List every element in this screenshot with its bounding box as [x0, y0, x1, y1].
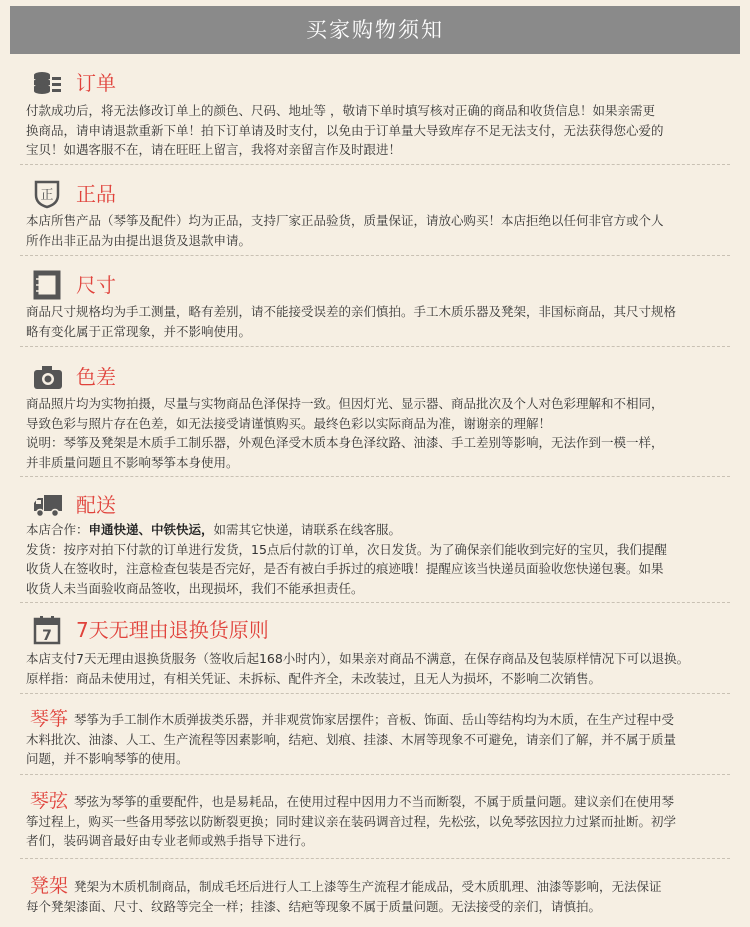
color-line-4: 并非质量问题且不影响琴筝本身使用。 — [26, 454, 239, 470]
divider — [20, 255, 730, 256]
return-line-2: 原样指：商品未使用过，有相关凭证、未拆标、配件齐全，未改装过，且无人为损坏，不影响二次销售。 — [26, 670, 602, 686]
calendar-icon — [32, 615, 64, 645]
color-line-1: 商品照片均为实物拍摄，尽量与实物商品色泽保持一致。但因灯光、显示器、商品批次及个人对色彩理解和不相同， — [26, 396, 664, 411]
section-title-size: 尺寸 — [76, 273, 116, 297]
strings-line-1: 琴弦为琴筝的重要配件，也是易耗品，在使用过程中因用力不当而断裂，不属于质量问题。建议亲们在使用琴 — [74, 794, 675, 809]
color-line-3: 说明：琴筝及凳架是木质手工制乐器，外观色泽受木质本身色泽纹路、油漆、手工差别等影响，无法作到一模一样， — [26, 435, 664, 450]
delivery-line-4: 收货人未当面验收商品签收，出现损坏，我们不能承担责任。 — [26, 580, 364, 596]
divider — [20, 346, 730, 347]
size-line-2: 略有变化属于正常现象，并不影响使用。 — [26, 323, 252, 339]
ruler-icon — [32, 270, 64, 300]
section-title-order: 订单 — [76, 71, 116, 95]
order-line-1: 付款成功后，将无法修改订单上的颜色、尺码、地址等 ，敬请下单时填写核对正确的商品和收货信息！如果亲需更 — [26, 103, 655, 118]
guzheng-line-2: 木料批次、油漆、人工、生产流程等因素影响，结疤、划痕、挂漆、木屑等现象不可避免，请亲们了解，并不属于质量 — [26, 731, 677, 747]
section-title-return: 7天无理由退换货原则 — [76, 618, 269, 642]
section-title-guzheng: 琴筝 — [30, 708, 69, 730]
strings-line-2: 筝过程上，购买一些备用琴弦以防断裂更换；同时建议亲在装码调音过程，先松弦，以免琴弦因拉力过紧而扯断。初学 — [26, 813, 677, 829]
genuine-shield-icon — [32, 179, 64, 209]
delivery-line-2: 发货：按序对拍下付款的订单进行发货，15点后付款的订单，次日发货。为了确保亲们能收到完好的宝贝，我们提醒 — [26, 541, 667, 557]
order-line-3: 宝贝！如遇客服不在，请在旺旺上留言，我将对亲留言作及时跟进！ — [26, 142, 402, 157]
section-title-strings: 琴弦 — [30, 790, 69, 812]
size-line-1: 商品尺寸规格均为手工测量，略有差别，请不能接受误差的亲们慎拍。手工木质乐器及凳架，非国标商品，其尺寸规格 — [26, 304, 677, 319]
divider — [20, 774, 730, 775]
delivery-line-3: 收货人在签收时，注意检查包装是否完好，是否有被白手拆过的痕迹哦！提醒应该当快递员面验收您快递包裹。如果 — [26, 561, 664, 576]
section-delivery — [0, 488, 750, 596]
svg-text:7: 7 — [42, 628, 52, 644]
camera-icon — [32, 362, 64, 392]
genuine-line-2: 所作出非正品为由提出退货及退款申请。 — [26, 232, 252, 248]
strings-line-3: 者们，装码调音最好由专业老师或熟手指导下进行。 — [26, 833, 314, 848]
section-color — [0, 360, 750, 470]
divider — [20, 602, 730, 603]
divider — [20, 476, 730, 477]
section-size — [0, 268, 750, 339]
section-return-policy — [0, 613, 750, 686]
delivery-truck-icon — [32, 490, 64, 520]
guzheng-line-3: 问题，并不影响琴筝的使用。 — [26, 751, 189, 766]
section-title-color: 色差 — [76, 365, 116, 389]
divider — [20, 164, 730, 165]
section-order — [0, 66, 750, 157]
section-title-stand: 凳架 — [30, 875, 69, 897]
guzheng-line-1: 琴筝为手工制作木质弹拔类乐器，并非观赏饰家居摆件；音板、饰面、岳山等结构均为木质，在生产过程中受 — [74, 712, 675, 727]
delivery-partners-line: 本店合作：申通快递、中铁快运，如需其它快递，请联系在线客服。 — [26, 522, 402, 537]
section-title-delivery: 配送 — [76, 493, 116, 517]
section-title-genuine: 正品 — [76, 182, 116, 206]
coins-stack-icon — [32, 68, 64, 98]
svg-text:正: 正 — [40, 188, 54, 203]
section-genuine — [0, 177, 750, 248]
order-line-2: 换商品，请申请退款重新下单！拍下订单请及时支付，以免由于订单量大导致库存不足无法支付，无法获得您心爱的 — [26, 122, 664, 138]
return-line-1: 本店支付7天无理由退换货服务（签收后起168小时内），如果亲对商品不满意，在保存商品及包装原样情况下可以退换。 — [26, 651, 690, 666]
stand-line-1: 凳架为木质机制商品，制成毛坯后进行人工上漆等生产流程才能成品，受木质肌理、油漆等影响，无法保证 — [74, 879, 662, 894]
courier-names: 申通快递、中铁快运， — [88, 522, 214, 537]
color-line-2: 导致色彩与照片存在色差，如无法接受请谨慎购买。最终色彩以实际商品为准，谢谢亲的理解！ — [26, 415, 552, 431]
divider — [20, 693, 730, 694]
page-title: 买家购物须知 — [10, 6, 740, 54]
divider — [20, 858, 730, 859]
genuine-line-1: 本店所售产品（琴筝及配件）均为正品，支持厂家正品验货，质量保证，请放心购买！本店拒绝以任何非官方或个人 — [26, 213, 664, 228]
stand-line-2: 每个凳架漆面、尺寸、纹路等完全一样；挂漆、结疤等现象不属于质量问题。无法接受的亲们，请慎拍。 — [26, 898, 602, 914]
